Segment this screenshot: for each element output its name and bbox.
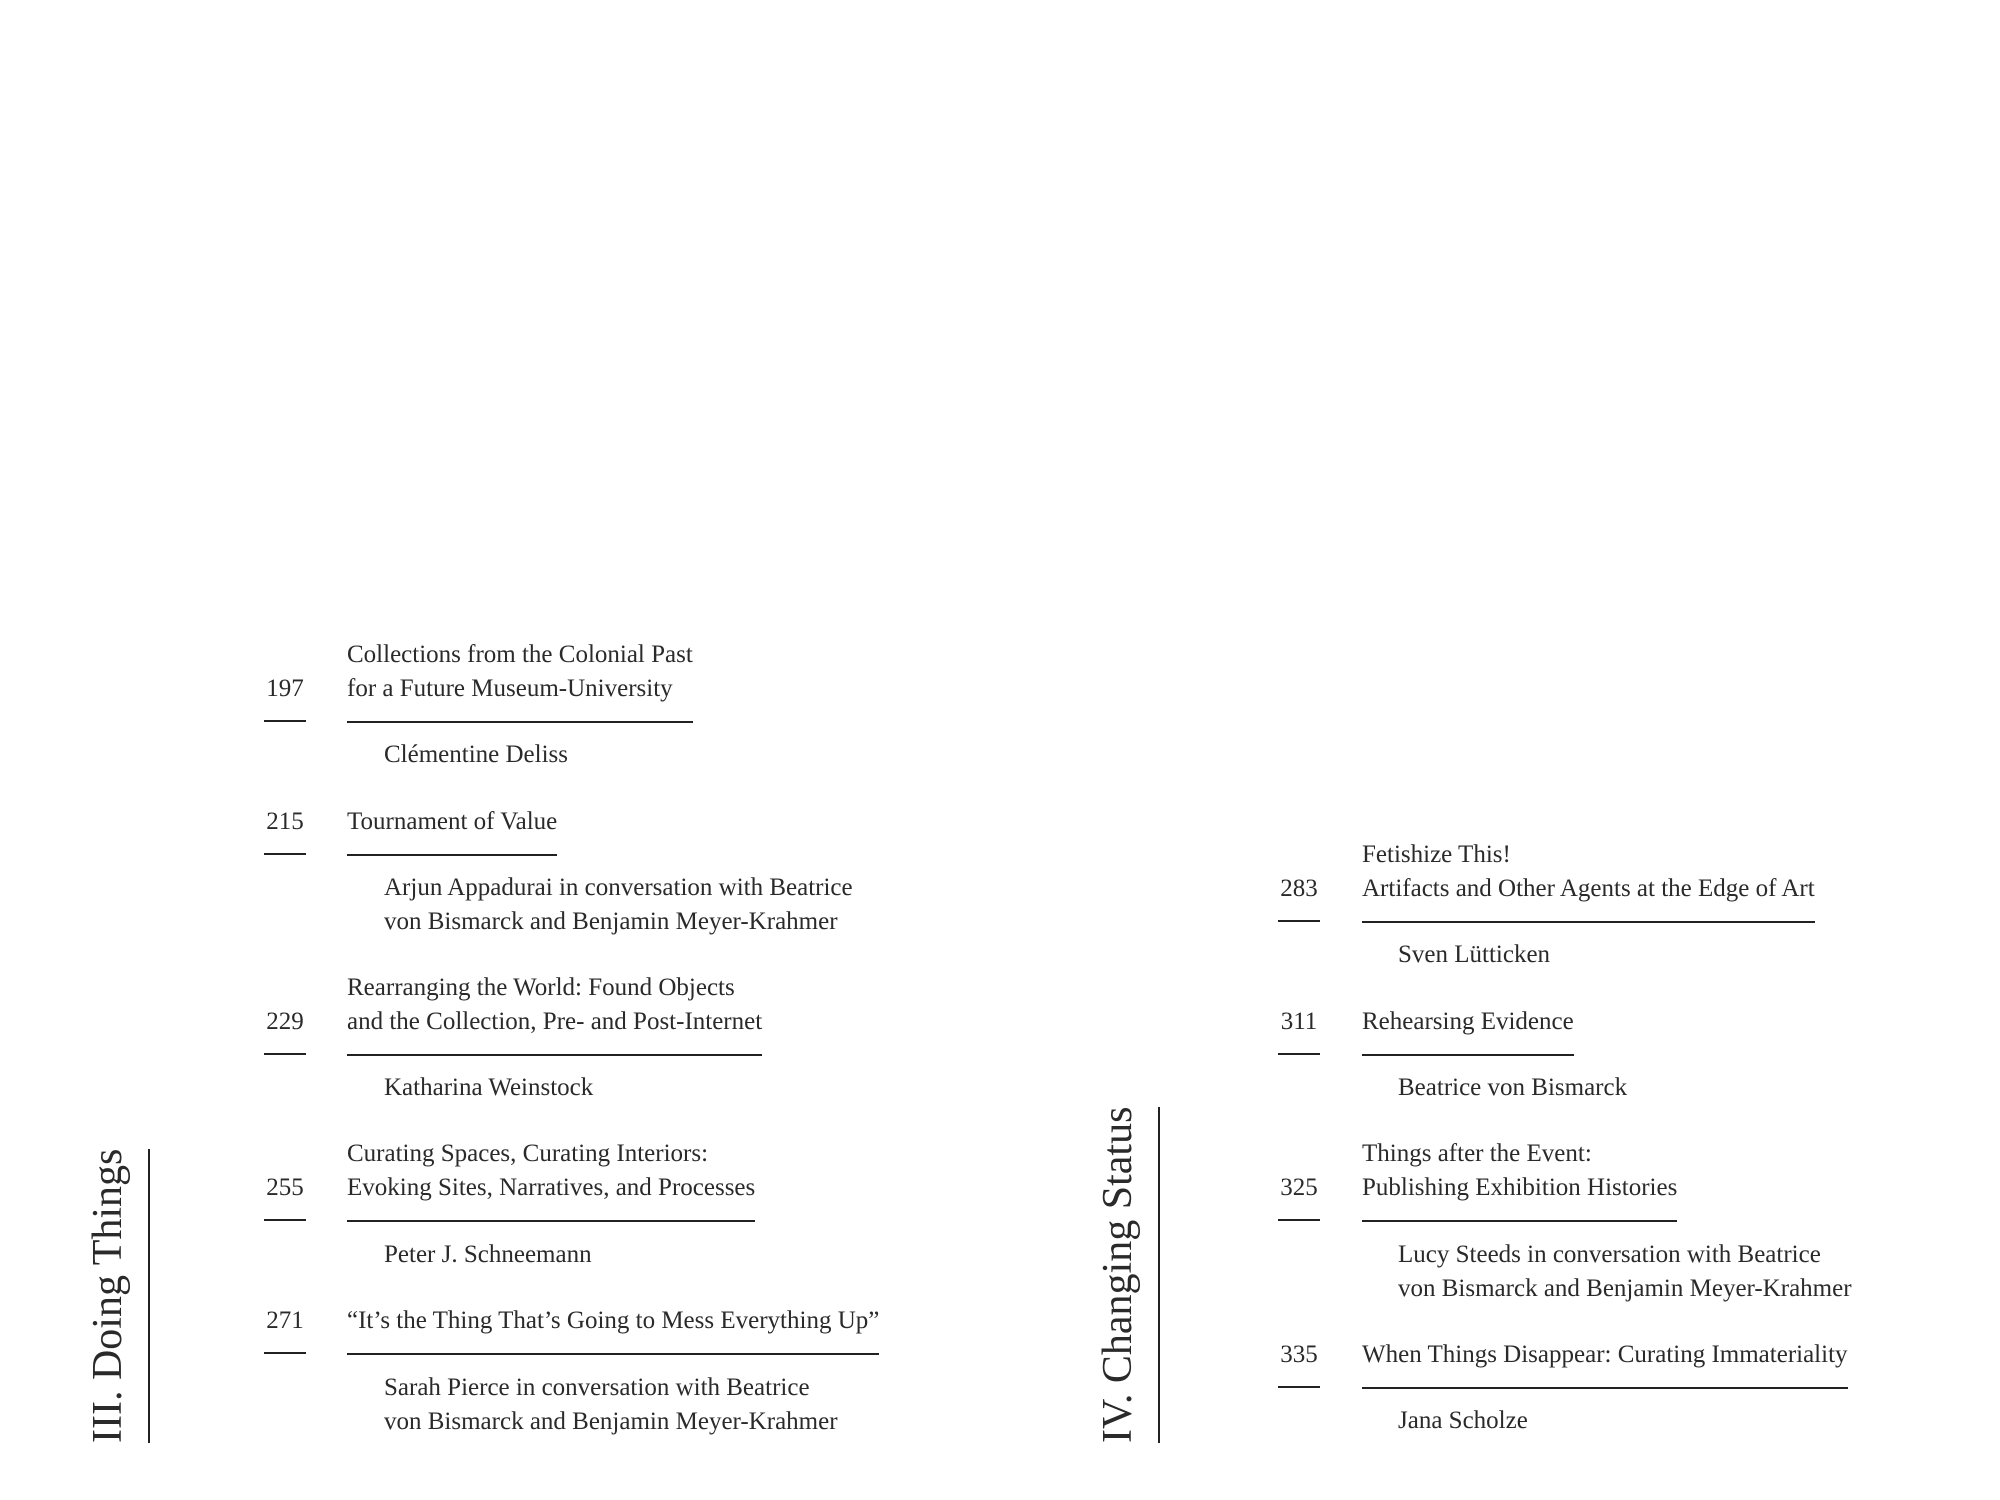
toc-entry-title[interactable]: [1362, 1338, 1848, 1389]
toc-page-number: 255: [266, 1174, 304, 1201]
title-line: Evoking Sites, Narratives, and Processes: [347, 1174, 756, 1201]
title-line: for a Future Museum-University: [347, 675, 673, 702]
author-line: Clémentine Deliss: [384, 741, 568, 768]
page-number-rule: [1278, 1386, 1320, 1388]
author-line: von Bismarck and Benjamin Meyer-Krahmer: [384, 1408, 838, 1435]
toc-entry-title[interactable]: [347, 638, 693, 723]
page-number-rule: [264, 1053, 306, 1055]
title-line: Rearranging the World: Found Objects: [347, 974, 735, 1001]
section-label-iv: IV. Changing Status: [1090, 1107, 1160, 1443]
page-number-rule: [1278, 920, 1320, 922]
toc-entry-author: [1398, 1071, 1627, 1105]
toc-page-number: 325: [1280, 1174, 1318, 1201]
author-line: Peter J. Schneemann: [384, 1241, 592, 1268]
toc-page-number: 229: [266, 1008, 304, 1035]
page-number-rule: [1278, 1219, 1320, 1221]
author-line: Sven Lütticken: [1398, 941, 1551, 968]
title-line: Fetishize This!: [1362, 841, 1511, 868]
title-line: Tournament of Value: [347, 808, 558, 835]
toc-page-number: 215: [266, 808, 304, 835]
toc-entry-author: [384, 1371, 838, 1439]
toc-entry-title[interactable]: [1362, 1137, 1677, 1222]
toc-entry-title[interactable]: [347, 971, 762, 1056]
section-label-iii: III. Doing Things: [80, 1149, 150, 1443]
title-line: Artifacts and Other Agents at the Edge of Art: [1362, 875, 1815, 902]
title-line: Collections from the Colonial Past: [347, 641, 693, 668]
page-number-rule: [264, 1352, 306, 1354]
page-number-rule: [1278, 1053, 1320, 1055]
toc-entry-author: [384, 1238, 592, 1272]
toc-entry-title[interactable]: [1362, 1005, 1574, 1056]
toc-page-number: 335: [1280, 1341, 1318, 1368]
author-line: Lucy Steeds in conversation with Beatrice: [1398, 1241, 1821, 1268]
title-line: When Things Disappear: Curating Immateriality: [1362, 1341, 1848, 1368]
toc-entry-author: [1398, 1238, 1852, 1306]
toc-entry-author: [384, 871, 853, 939]
toc-page-number: 197: [266, 675, 304, 702]
author-line: von Bismarck and Benjamin Meyer-Krahmer: [1398, 1275, 1852, 1302]
toc-page-number: 311: [1280, 1008, 1318, 1035]
author-line: Beatrice von Bismarck: [1398, 1074, 1628, 1101]
title-line: “It’s the Thing That’s Going to Mess Everything Up”: [347, 1307, 880, 1334]
author-line: von Bismarck and Benjamin Meyer-Krahmer: [384, 908, 838, 935]
author-line: Arjun Appadurai in conversation with Beatrice: [384, 874, 853, 901]
page-number-rule: [264, 720, 306, 722]
toc-entry-author: [384, 738, 568, 772]
title-line: Publishing Exhibition Histories: [1362, 1174, 1678, 1201]
toc-entry-title[interactable]: [347, 805, 557, 856]
title-line: and the Collection, Pre- and Post-Internet: [347, 1008, 763, 1035]
toc-page-number: 271: [266, 1307, 304, 1334]
page-number-rule: [264, 853, 306, 855]
title-line: Things after the Event:: [1362, 1140, 1592, 1167]
toc-entry-author: [1398, 938, 1550, 972]
toc-entry-title[interactable]: [347, 1304, 879, 1355]
toc-entry-author: [384, 1071, 593, 1105]
toc-entry-title[interactable]: [1362, 838, 1815, 923]
author-line: Sarah Pierce in conversation with Beatrice: [384, 1374, 810, 1401]
author-line: Katharina Weinstock: [384, 1074, 594, 1101]
toc-entry-author: [1398, 1404, 1528, 1438]
title-line: Curating Spaces, Curating Interiors:: [347, 1140, 709, 1167]
title-line: Rehearsing Evidence: [1362, 1008, 1574, 1035]
page-number-rule: [264, 1219, 306, 1221]
author-line: Jana Scholze: [1398, 1407, 1528, 1434]
toc-page-number: 283: [1280, 875, 1318, 902]
toc-entry-title[interactable]: [347, 1137, 755, 1222]
